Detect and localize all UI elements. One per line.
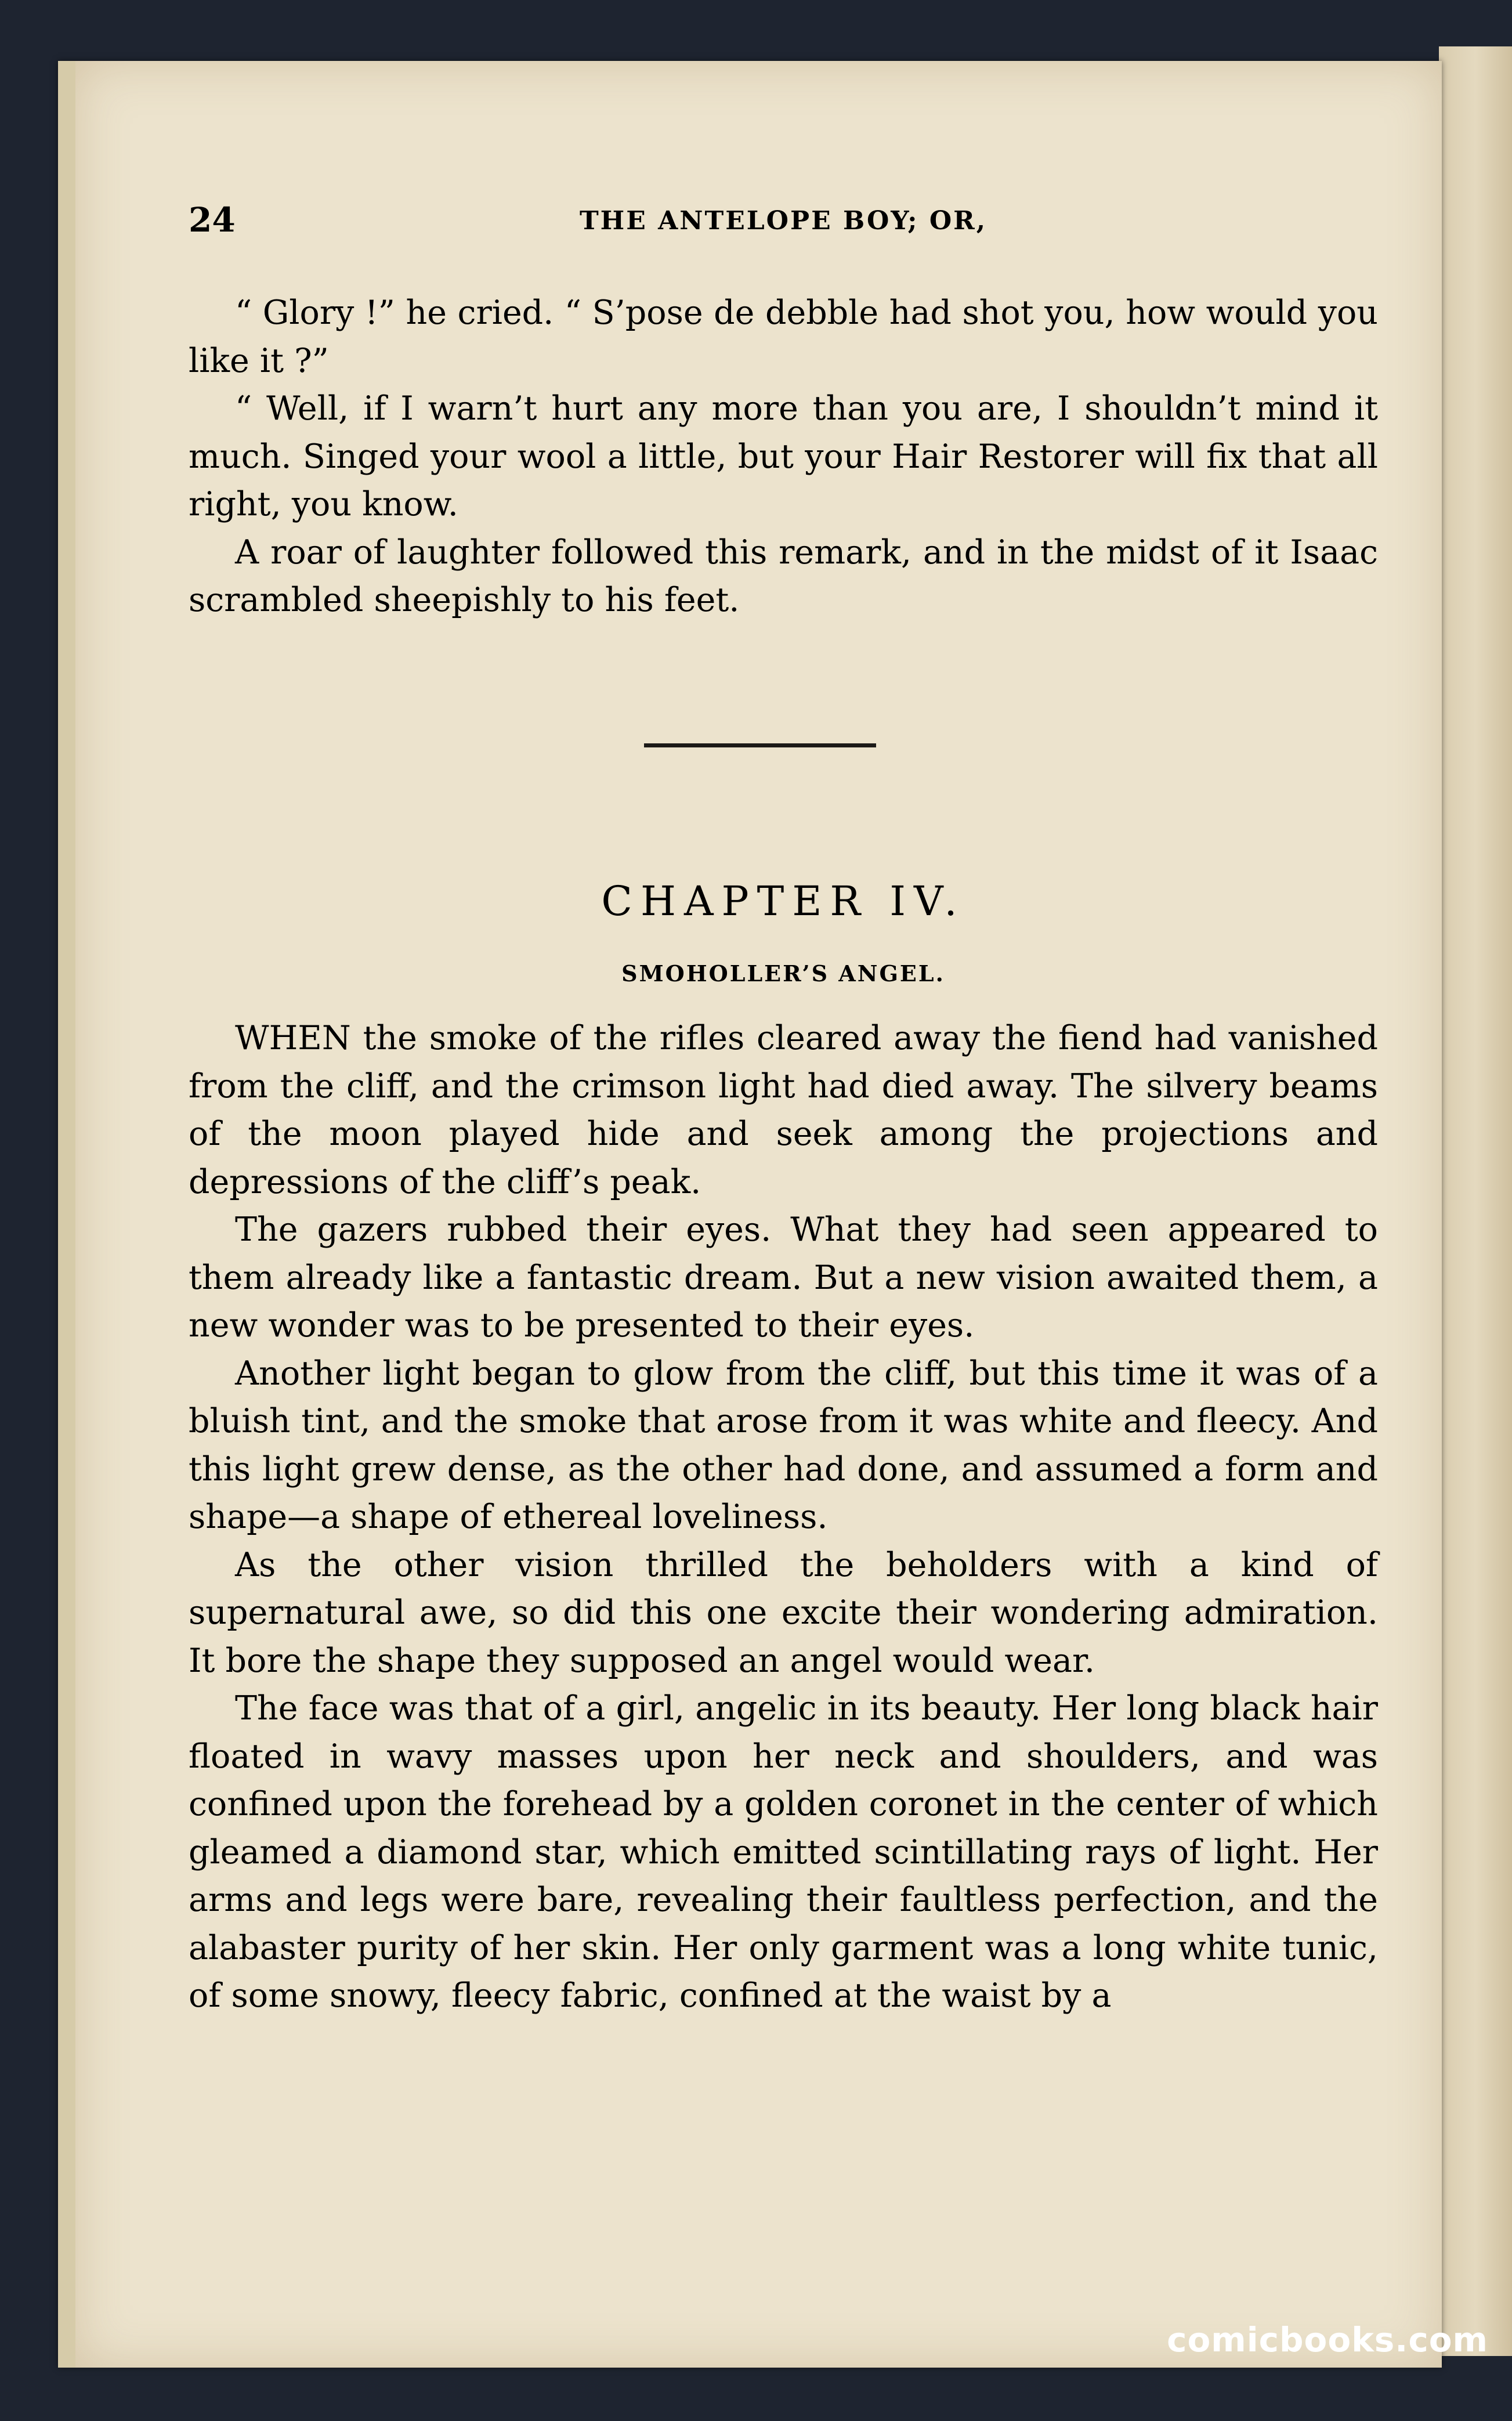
site-watermark: comicbooks.com — [1167, 2320, 1488, 2359]
section-divider — [644, 743, 876, 747]
top-text-block — [189, 289, 1378, 624]
chapter-text-block — [189, 1014, 1378, 2020]
paragraph: “ Well, if I warn’t hurt any more than you are, I shouldn’t mind it much. Singed your wool a little, but your Hair Restorer will fix that all right, you know. — [189, 389, 1378, 523]
paragraph: A roar of laughter followed this remark, and in the midst of it Isaac scrambled sheepishly to his feet. — [189, 533, 1378, 619]
paragraph: Another light began to glow from the cliff, but this time it was of a bluish tint, and the smoke that arose from it was white and fleecy. And this light grew dense, as the other had done, and assumed a form and shape—a shape of ethereal loveliness. — [189, 1354, 1378, 1536]
page-number: 24 — [189, 200, 236, 240]
running-header — [189, 200, 1378, 252]
running-title: THE ANTELOPE BOY; OR, — [579, 206, 987, 236]
chapter-heading: CHAPTER IV. — [601, 877, 965, 925]
paragraph: The gazers rubbed their eyes. What they had seen appeared to them already like a fantastic dream. But a new vision awaited them, a new wonder was to be presented to their eyes. — [189, 1210, 1378, 1345]
paragraph: As the other vision thrilled the beholders with a kind of supernatural awe, so did this one excite their wondering admiration. It bore the shape they supposed an angel would wear. — [189, 1545, 1378, 1680]
paragraph: WHEN the smoke of the rifles cleared away the fiend had vanished from the cliff, and the crimson light had died away. The silvery beams of the moon played hide and seek among the projections and depressions of the cliff’s peak. — [189, 1019, 1378, 1201]
chapter-subtitle: SMOHOLLER’S ANGEL. — [621, 960, 945, 987]
paragraph: “ Glory !” he cried. “ S’pose de debble had shot you, how would you like it ?” — [189, 294, 1378, 380]
paragraph: The face was that of a girl, angelic in its beauty. Her long black hair floated in wavy masses upon her neck and shoulders, and was confined upon the forehead by a golden coronet in the center of which gleamed a diamond star, which emitted scintillating rays of light. Her arms and legs were bare, revealing their faultless perfection, and the alabaster purity of her skin. Her only garment was a long white tunic, of some snowy, fleecy fabric, confined at the waist by a — [189, 1689, 1378, 2015]
adjacent-page-edge — [1439, 46, 1512, 2356]
